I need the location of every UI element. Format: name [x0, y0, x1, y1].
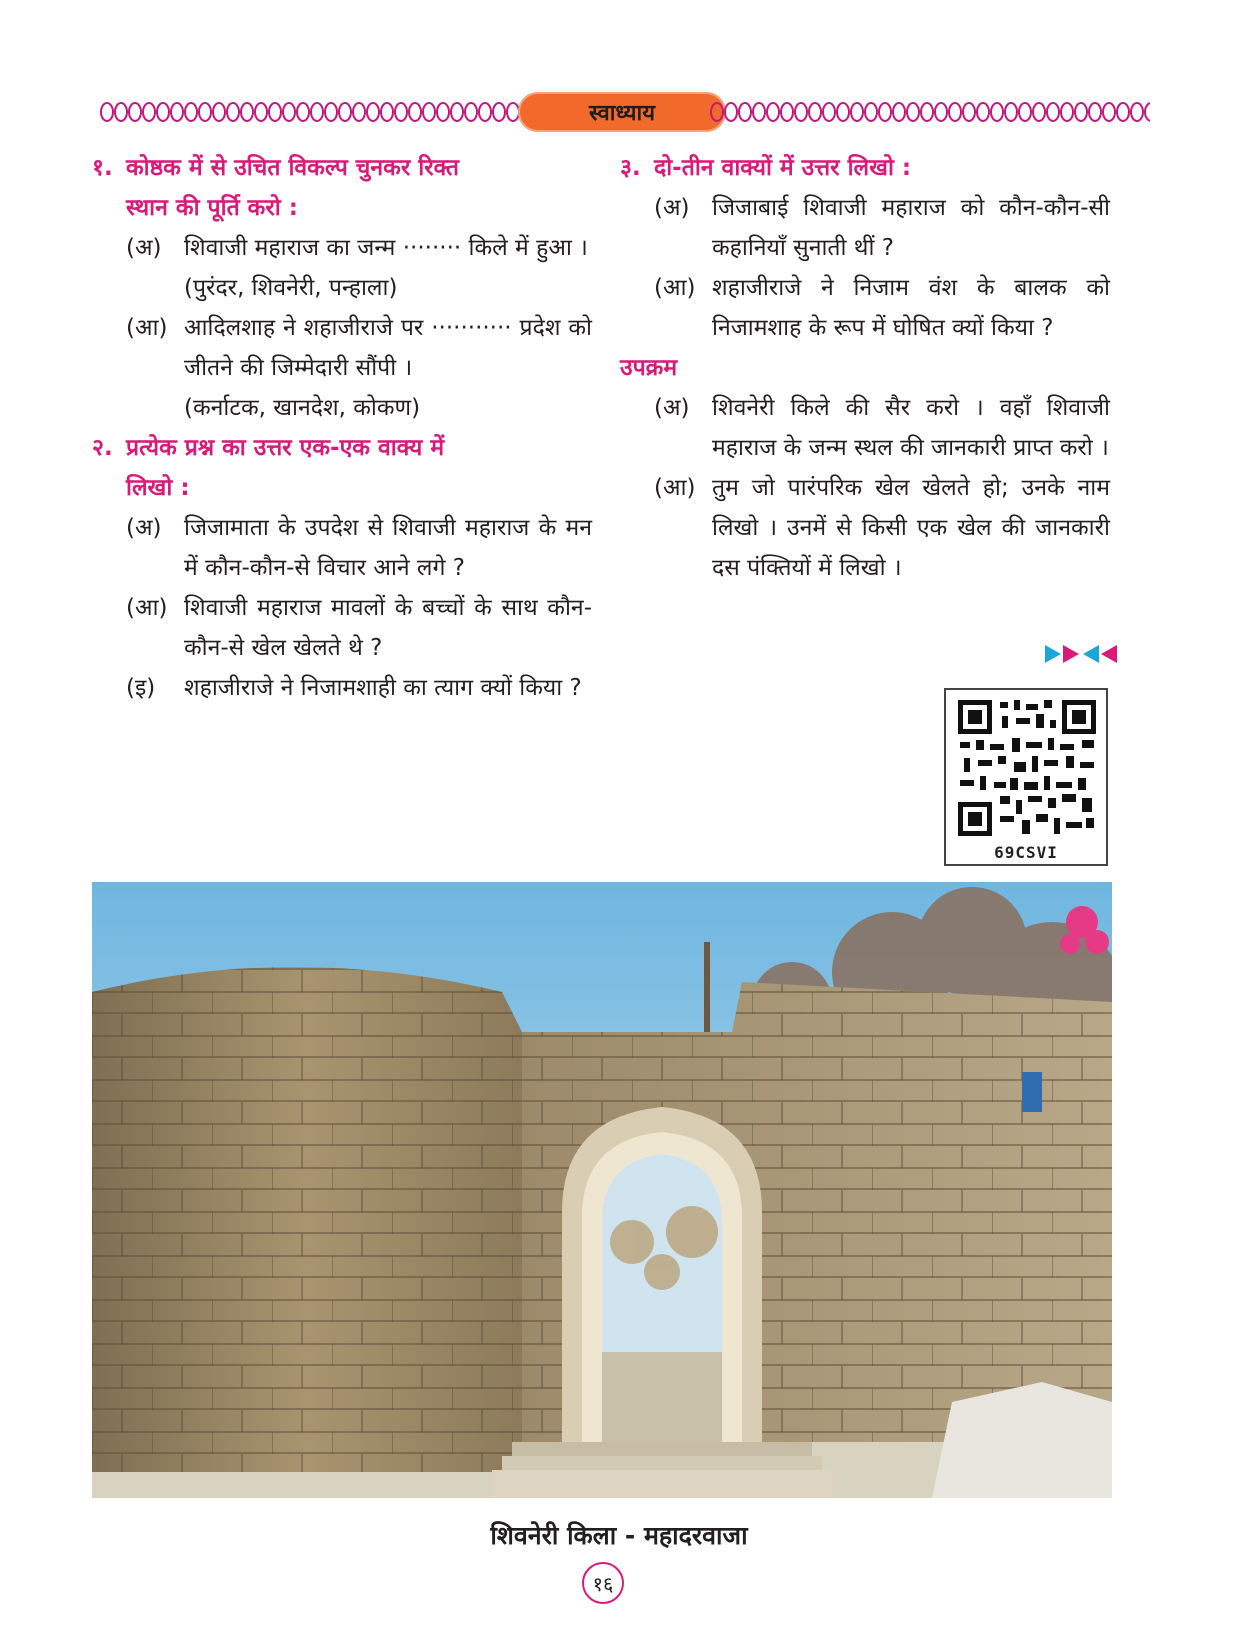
list-item [126, 508, 592, 588]
list-item [654, 388, 1110, 468]
question-number: १. [92, 155, 113, 181]
question-3-heading [620, 148, 1110, 188]
question-1-heading [92, 148, 592, 228]
photo-caption: शिवनेरी किला - महादरवाजा [490, 1521, 748, 1550]
decorative-chain-right [710, 100, 1150, 124]
page-number: १६ [582, 1562, 624, 1604]
activity-heading: उपक्रम [620, 355, 678, 381]
left-column [92, 148, 592, 708]
question-text-cont: लिखो : [126, 475, 190, 501]
item-text: शहाजीराजे ने निजामशाही का त्याग क्यों किया ? [184, 675, 582, 701]
question-text: प्रत्येक प्रश्न का उत्तर एक-एक वाक्य में [126, 435, 445, 461]
item-marker: (आ) [126, 595, 168, 621]
item-options: (पुरंदर, शिवनेरी, पन्हाला) [184, 275, 398, 301]
item-marker: (आ) [126, 315, 168, 341]
list-item [654, 188, 1110, 268]
question-text: दो-तीन वाक्यों में उत्तर लिखो : [654, 155, 912, 181]
item-text: शिवाजी महाराज मावलों के बच्चों के साथ कौन-कौन-से खेल खेलते थे ? [184, 595, 592, 661]
item-text: तुम जो पारंपरिक खेल खेलते हो; उनके नाम लिखो । उनमें से किसी एक खेल की जानकारी दस पंक्तियों में लिखो । [712, 475, 1110, 581]
end-ornament-icon [1045, 643, 1117, 665]
item-marker: (अ) [126, 515, 162, 541]
question-number: २. [92, 435, 113, 461]
item-marker: (आ) [654, 275, 696, 301]
question-text-cont: स्थान की पूर्ति करो : [126, 195, 298, 221]
item-sentence: आदिलशाह ने शहाजीराजे पर ··········· प्रदेश को जीतने की जिम्मेदारी सौंपी । [184, 315, 592, 381]
qr-code[interactable] [944, 688, 1108, 866]
item-text: जिजाबाई शिवाजी महाराज को कौन-कौन-सी कहानियाँ सुनाती थीं ? [712, 195, 1110, 261]
item-marker: (अ) [126, 235, 162, 261]
item-sentence: शिवाजी महाराज का जन्म ········ किले में हुआ । [184, 235, 588, 261]
question-text: कोष्ठक में से उचित विकल्प चुनकर रिक्त [126, 155, 460, 181]
list-item [126, 228, 592, 308]
decorative-chain-left [100, 100, 532, 124]
item-text: जिजामाता के उपदेश से शिवाजी महाराज के मन में कौन-कौन-से विचार आने लगे ? [184, 515, 592, 581]
item-text [184, 228, 592, 308]
list-item [126, 588, 592, 668]
fort-gate-photo [92, 882, 1112, 1498]
question-number: ३. [620, 155, 641, 181]
item-marker: (इ) [126, 675, 156, 701]
qr-code-label: 69CSVI [994, 843, 1058, 862]
item-text [184, 308, 592, 428]
item-options: (कर्नाटक, खानदेश, कोकण) [184, 395, 421, 421]
qr-pattern-icon [956, 698, 1100, 838]
section-header [100, 92, 1150, 136]
list-item [126, 668, 592, 708]
item-text: शहाजीराजे ने निजाम वंश के बालक को निजामशाह के रूप में घोषित क्यों किया ? [712, 275, 1110, 341]
item-marker: (अ) [654, 395, 690, 421]
question-2-heading [92, 428, 592, 508]
section-title: स्वाध्याय [518, 92, 726, 132]
list-item [126, 308, 592, 428]
right-column [620, 148, 1110, 588]
item-marker: (अ) [654, 195, 690, 221]
list-item [654, 468, 1110, 588]
item-marker: (आ) [654, 475, 696, 501]
list-item [654, 268, 1110, 348]
item-text: शिवनेरी किले की सैर करो । वहाँ शिवाजी महाराज के जन्म स्थल की जानकारी प्राप्त करो । [712, 395, 1110, 461]
